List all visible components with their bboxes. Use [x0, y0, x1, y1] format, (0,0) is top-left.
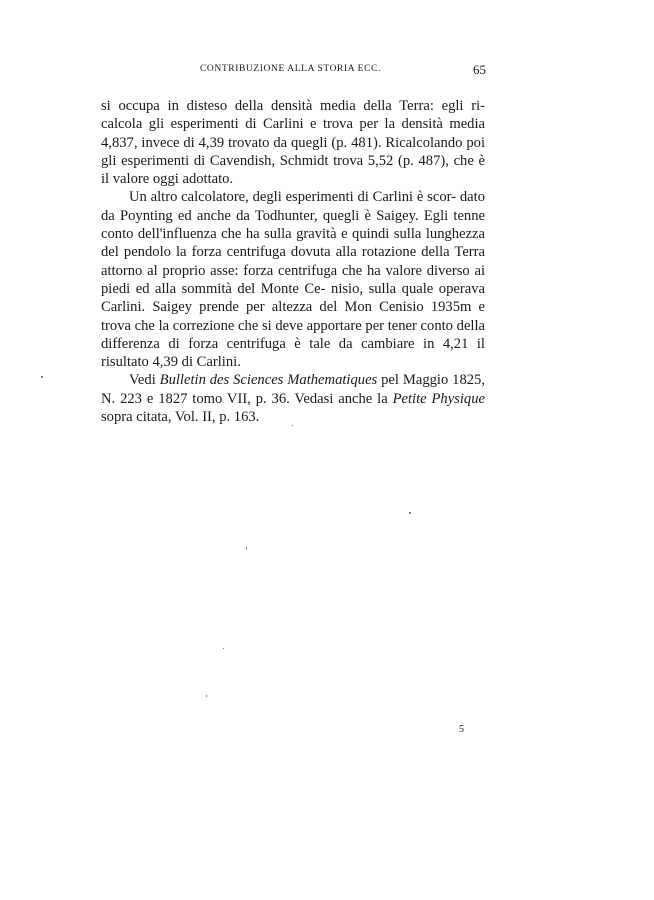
text-segment: pel Maggio 1825,: [377, 372, 485, 389]
page-header: [100, 64, 486, 84]
text-line: è tale da cambiare in 4,21 il risultato 4,39 di Carlini.: [101, 335, 485, 371]
page-number: 65: [473, 62, 486, 77]
running-head: CONTRIBUZIONE ALLA STORIA ECC.: [200, 64, 381, 74]
text-line: dato da Poynting ed anche da Todhunter, quegli è Saigey.: [101, 189, 485, 224]
text-line: sulla lunghezza del pendolo la forza centrifuga dovuta alla: [101, 226, 485, 261]
text-line: Egli tenne conto dell'influenza che ha sulla gravità e quindi: [101, 207, 486, 243]
text-line: poi gli esperimenti di Cavendish, Schmidt trova 5,52 (p. 487),: [101, 134, 485, 169]
text-line: che ha valore diverso ai piedi ed alla sommità del Monte Ce-: [101, 262, 486, 297]
book-title: Petite Physique: [392, 390, 485, 407]
body-text: [101, 97, 485, 426]
text-line: nisio, sulla quale operava Carlini. Saigey prende per altezza: [101, 280, 485, 316]
signature-mark: 5: [459, 724, 464, 735]
text-segment: N. 223 e 1827 tomo VII, p. 36. Vedasi anche la: [101, 390, 393, 407]
scan-speck: [409, 512, 411, 514]
scan-speck: [41, 376, 43, 378]
text-line: del Mon Cenisio 1935m e trova che la correzione che si deve: [101, 299, 485, 334]
paragraph-1: [101, 97, 485, 188]
text-line: apportare per tener conto della differenza di forza centrifuga: [101, 317, 486, 352]
paragraph-3: [101, 371, 485, 426]
scan-speck: [223, 648, 224, 649]
text-line: rotazione della Terra attorno al proprio asse: forza centrifuga: [101, 244, 485, 279]
text-line: 4,837, invece di 4,39 trovato da quegli (p. 481). Ricalcolando: [101, 134, 463, 151]
paragraph-2: [101, 188, 485, 371]
text-segment: Vedi: [129, 372, 160, 389]
scan-speck: [206, 695, 207, 697]
text-line: si occupa in disteso della densità media della Terra: egli ri-: [101, 98, 485, 114]
scan-speck: [292, 425, 293, 426]
text-line: calcola gli esperimenti di Carlini e trova per la densità media: [101, 116, 485, 133]
text-line: Un altro calcolatore, degli esperimenti di Carlini è scor-: [129, 189, 457, 206]
journal-title: Bulletin des Sciences Mathematiques: [159, 372, 378, 389]
scan-speck: [246, 547, 247, 550]
text-line: che è il valore oggi adottato.: [101, 152, 485, 188]
text-line: sopra citata, Vol. II, p. 163.: [101, 409, 260, 426]
